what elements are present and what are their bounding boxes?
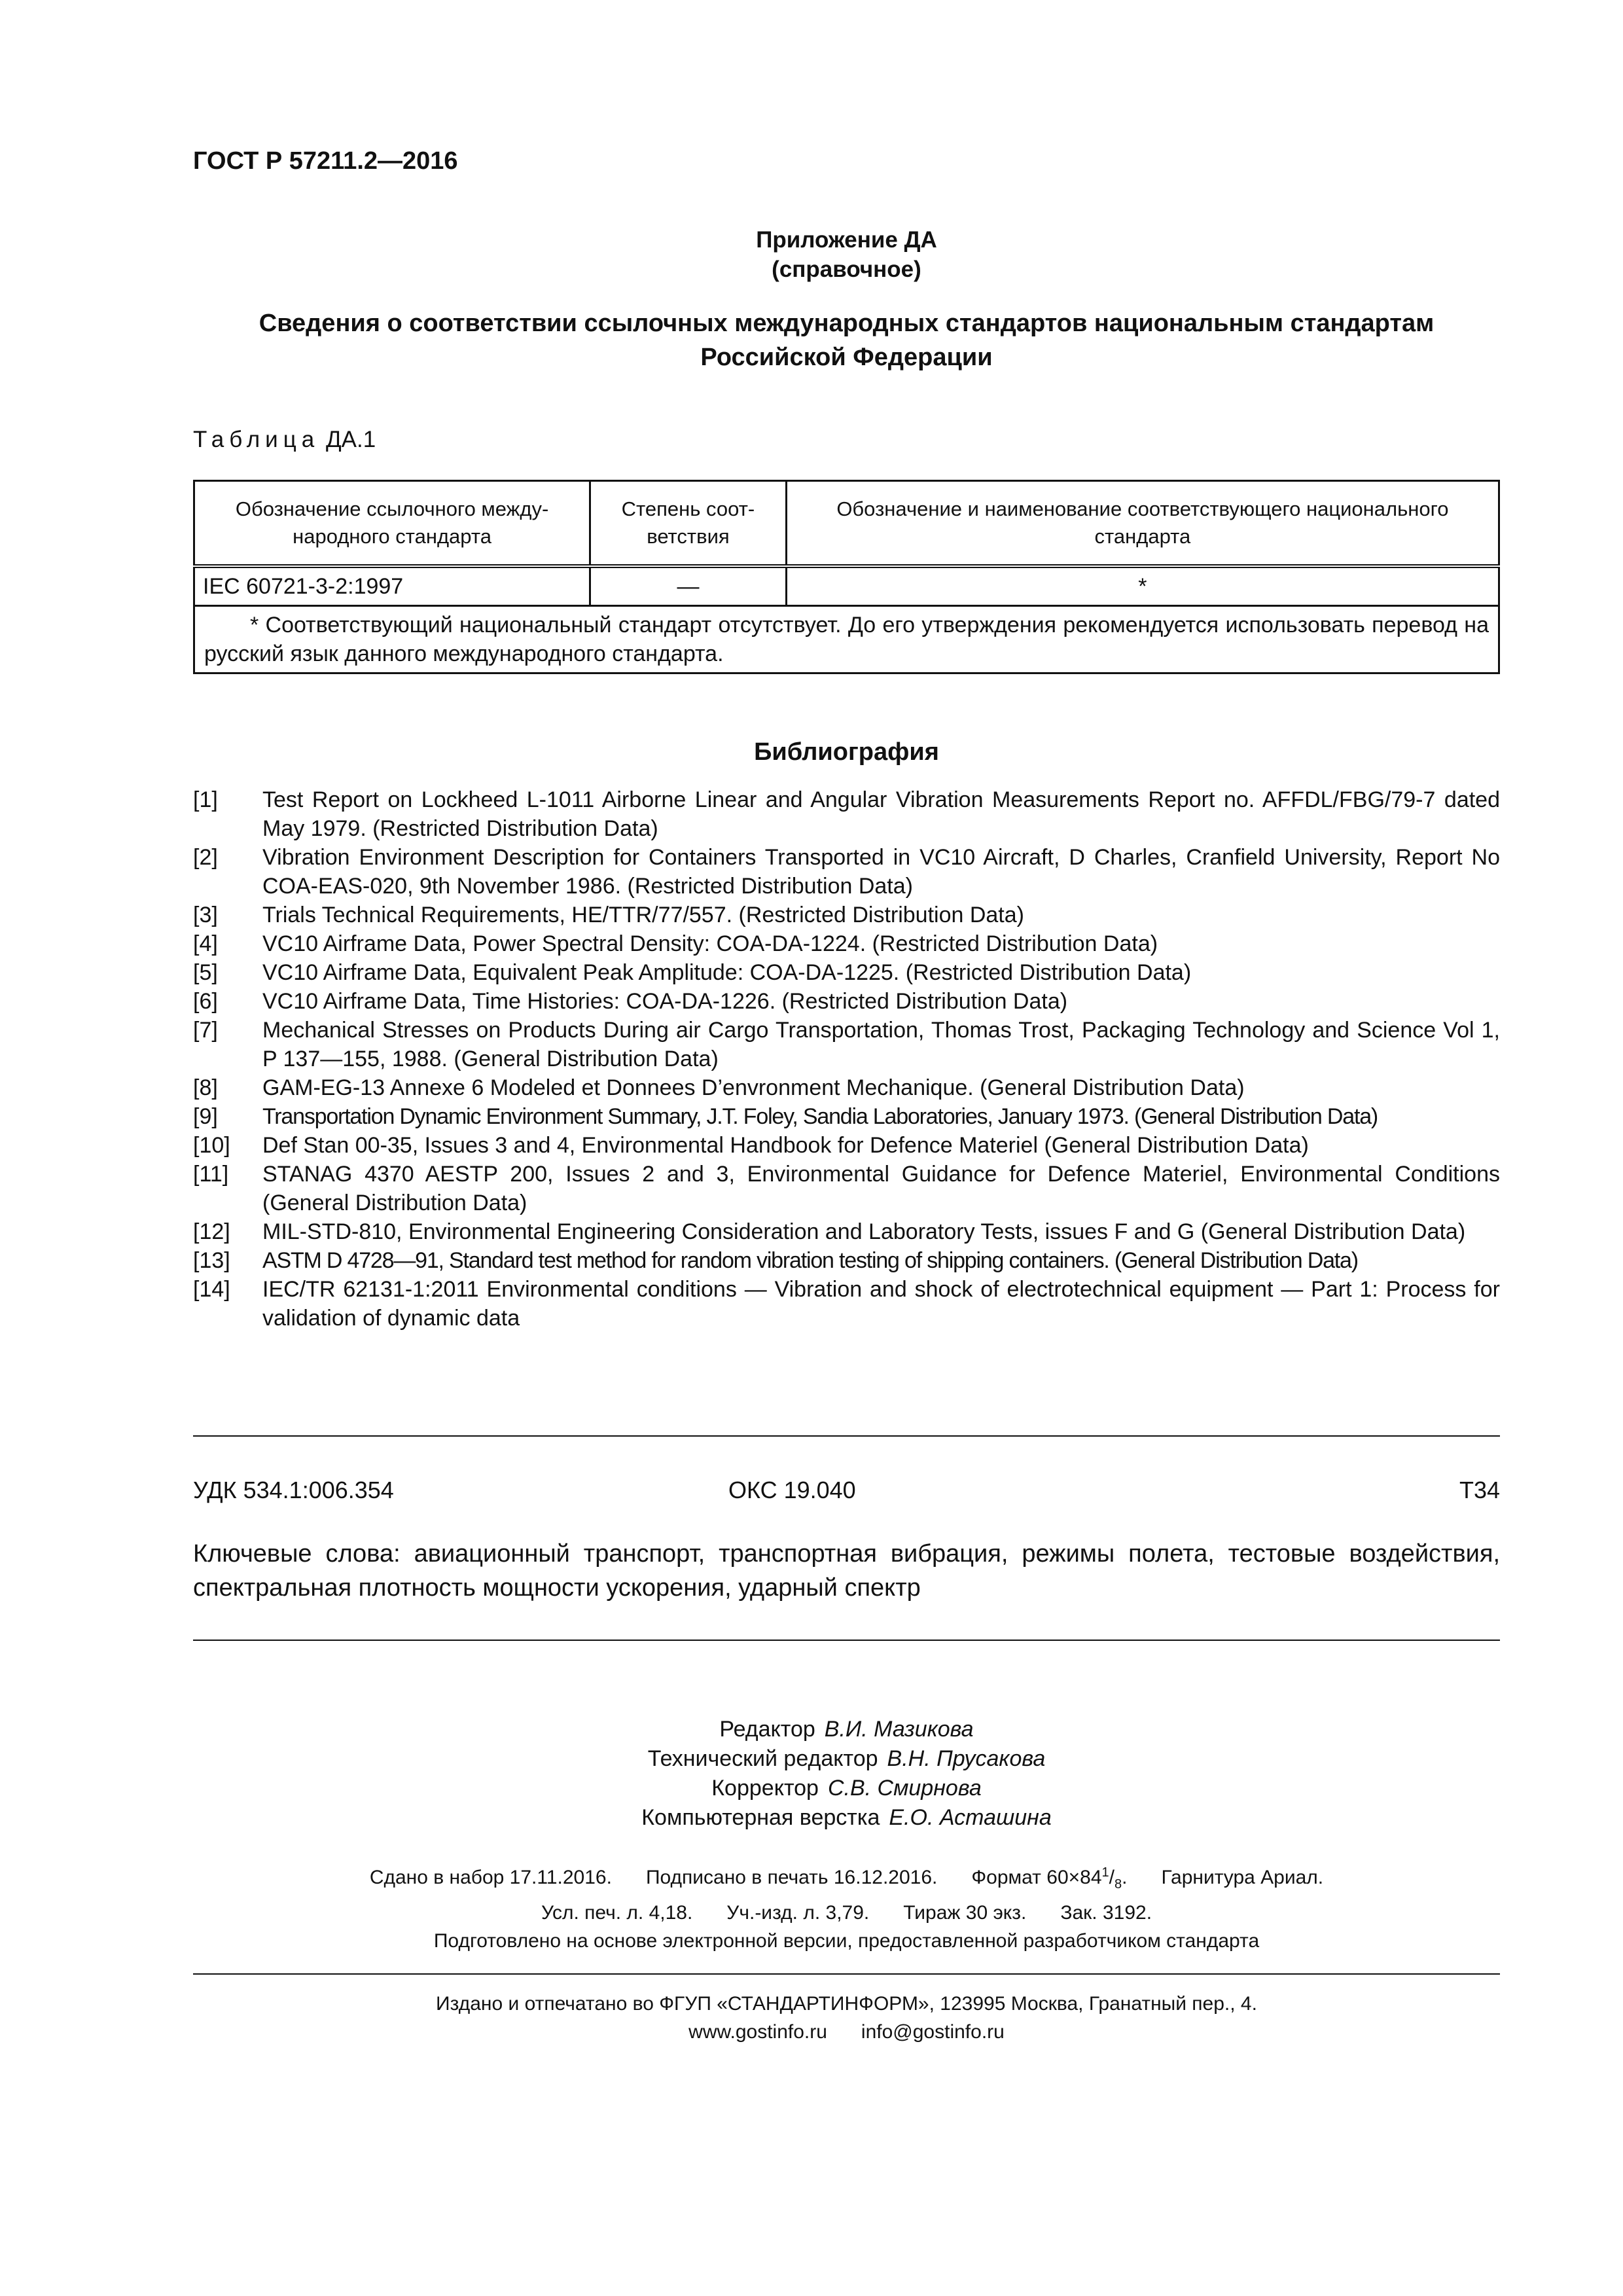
group-code: Т34 (1459, 1477, 1500, 1503)
email-link[interactable]: info@gostinfo.ru (861, 2021, 1005, 2043)
divider (193, 1640, 1500, 1641)
credit-editor: Редактор В.И. Мазикова (719, 1717, 974, 1742)
list-item: [5] VC10 Airframe Data, Equivalent Peak Amplitude: COA-DA-1225. (Restricted Distribution Data) (193, 960, 1192, 985)
list-item: [14] IEC/TR 62131-1:2011 Environmental conditions — Vibration and shock of electrotechnical equipment — Part 1: Process for validation of dynamic data (193, 1277, 1500, 1331)
divider (193, 1435, 1500, 1437)
annex-subtitle: (справочное) (772, 257, 921, 282)
header-national: Обозначение и наименование соответствующего национального стандарта (786, 481, 1499, 567)
cell-degree: — (590, 566, 787, 606)
annex-heading-line-2: Российской Федерации (700, 344, 993, 371)
publisher-info (193, 1990, 1500, 2046)
list-item: [8] GAM-EG-13 Annexe 6 Modeled et Donnees D’envronment Mechanique. (General Distribution Data) (193, 1075, 1245, 1100)
cell-reference: IEC 60721-3-2:1997 (194, 566, 590, 606)
list-item: [9] Transportation Dynamic Environment Summary, J.T. Foley, Sandia Laboratories, January 1973. (General Distribution Data) (193, 1104, 1378, 1129)
list-item: [3] Trials Technical Requirements, HE/TTR/77/557. (Restricted Distribution Data) (193, 903, 1024, 927)
credit-tech-editor: Технический редактор В.Н. Прусакова (647, 1746, 1046, 1771)
credits (193, 1715, 1500, 1833)
annex-heading-line-1: Сведения о соответствии ссылочных международных стандартов национальным стандартам (259, 310, 1435, 337)
list-item: [7] Mechanical Stresses on Products During air Cargo Transportation, Thomas Trost, Packaging Technology and Science Vol 1, P 137—155, 1988. (General Distribution Data) (193, 1018, 1500, 1071)
bibliography-list (193, 785, 1500, 1333)
table-header-row (194, 481, 1499, 567)
credit-layout: Компьютерная верстка Е.О. Асташина (641, 1805, 1052, 1830)
correspondence-table (193, 480, 1500, 674)
header-degree: Степень соот- ветствия (590, 481, 787, 567)
list-item: [11] STANAG 4370 AESTP 200, Issues 2 and 3, Environmental Guidance for Defence Materiel, Environmental Conditions (General Distribution Data) (193, 1162, 1500, 1215)
keywords: Ключевые слова: авиационный транспорт, транспортная вибрация, режимы полета, тестовые воздействия, спектральная плотность мощности ускорения, ударный спектр (193, 1540, 1500, 1602)
annex-heading (193, 306, 1500, 374)
list-item: [6] VC10 Airframe Data, Time Histories: COA-DA-1226. (Restricted Distribution Data) (193, 989, 1068, 1014)
table-label-number: ДА.1 (325, 427, 376, 452)
website-link[interactable]: www.gostinfo.ru (688, 2021, 827, 2043)
table-row (194, 566, 1499, 606)
publishing-line-2: Усл. печ. л. 4,18. Уч.-изд. л. 3,79. Тираж 30 экз. Зак. 3192. (541, 1902, 1152, 1924)
udk-code: УДК 534.1:006.354 (193, 1477, 394, 1503)
table-footnote: * Соответствующий национальный стандарт отсутствует. До его утверждения рекомендуется использовать перевод на русский язык данного международного стандарта. (194, 606, 1499, 673)
table-footnote-row (194, 606, 1499, 673)
list-item: [2] Vibration Environment Description for Containers Transported in VC10 Aircraft, D Charles, Cranfield University, Report No COA-EAS-020, 9th November 1986. (Restricted Distribution Data) (193, 845, 1500, 899)
publishing-line-1: Сдано в набор 17.11.2016. Подписано в печать 16.12.2016. Формат $60\times 84^1/_8$. Гарнитура Ариал. (369, 1865, 1324, 1892)
publisher-address: Издано и отпечатано во ФГУП «СТАНДАРТИНФОРМ», 123995 Москва, Гранатный пер., 4. (436, 1993, 1257, 2015)
publishing-line-3: Подготовлено на основе электронной версии, предоставленной разработчиком стандарта (433, 1930, 1260, 1952)
oks-code: ОКС 19.040 (728, 1477, 856, 1503)
credit-proofreader: Корректор С.В. Смирнова (711, 1776, 982, 1801)
header-reference: Обозначение ссылочного между- народного стандарта (194, 481, 590, 567)
list-item: [1] Test Report on Lockheed L-1011 Airborne Linear and Angular Vibration Measurements Report no. AFFDL/FBG/79-7 dated May 1979. (Restricted Distribution Data) (193, 787, 1500, 841)
table-label-word: Таблица (193, 427, 320, 452)
cell-national: * (786, 566, 1499, 606)
bibliography-title: Библиография (754, 738, 939, 766)
list-item: [12] MIL-STD-810, Environmental Engineering Consideration and Laboratory Tests, issues F and G (General Distribution Data) (193, 1219, 1466, 1244)
publisher-contacts (193, 2018, 1500, 2046)
annex-title: Приложение ДА (756, 227, 937, 253)
list-item: [4] VC10 Airframe Data, Power Spectral Density: COA-DA-1224. (Restricted Distribution Data) (193, 931, 1158, 956)
standard-header: ГОСТ Р 57211.2—2016 (193, 147, 458, 175)
publishing-info (193, 1859, 1500, 1955)
list-item: [13] ASTM D 4728—91, Standard test method for random vibration testing of shipping containers. (General Distribution Data) (193, 1248, 1358, 1273)
divider (193, 1973, 1500, 1975)
table-label (193, 427, 376, 453)
list-item: [10] Def Stan 00-35, Issues 3 and 4, Environmental Handbook for Defence Materiel (General Distribution Data) (193, 1133, 1309, 1158)
